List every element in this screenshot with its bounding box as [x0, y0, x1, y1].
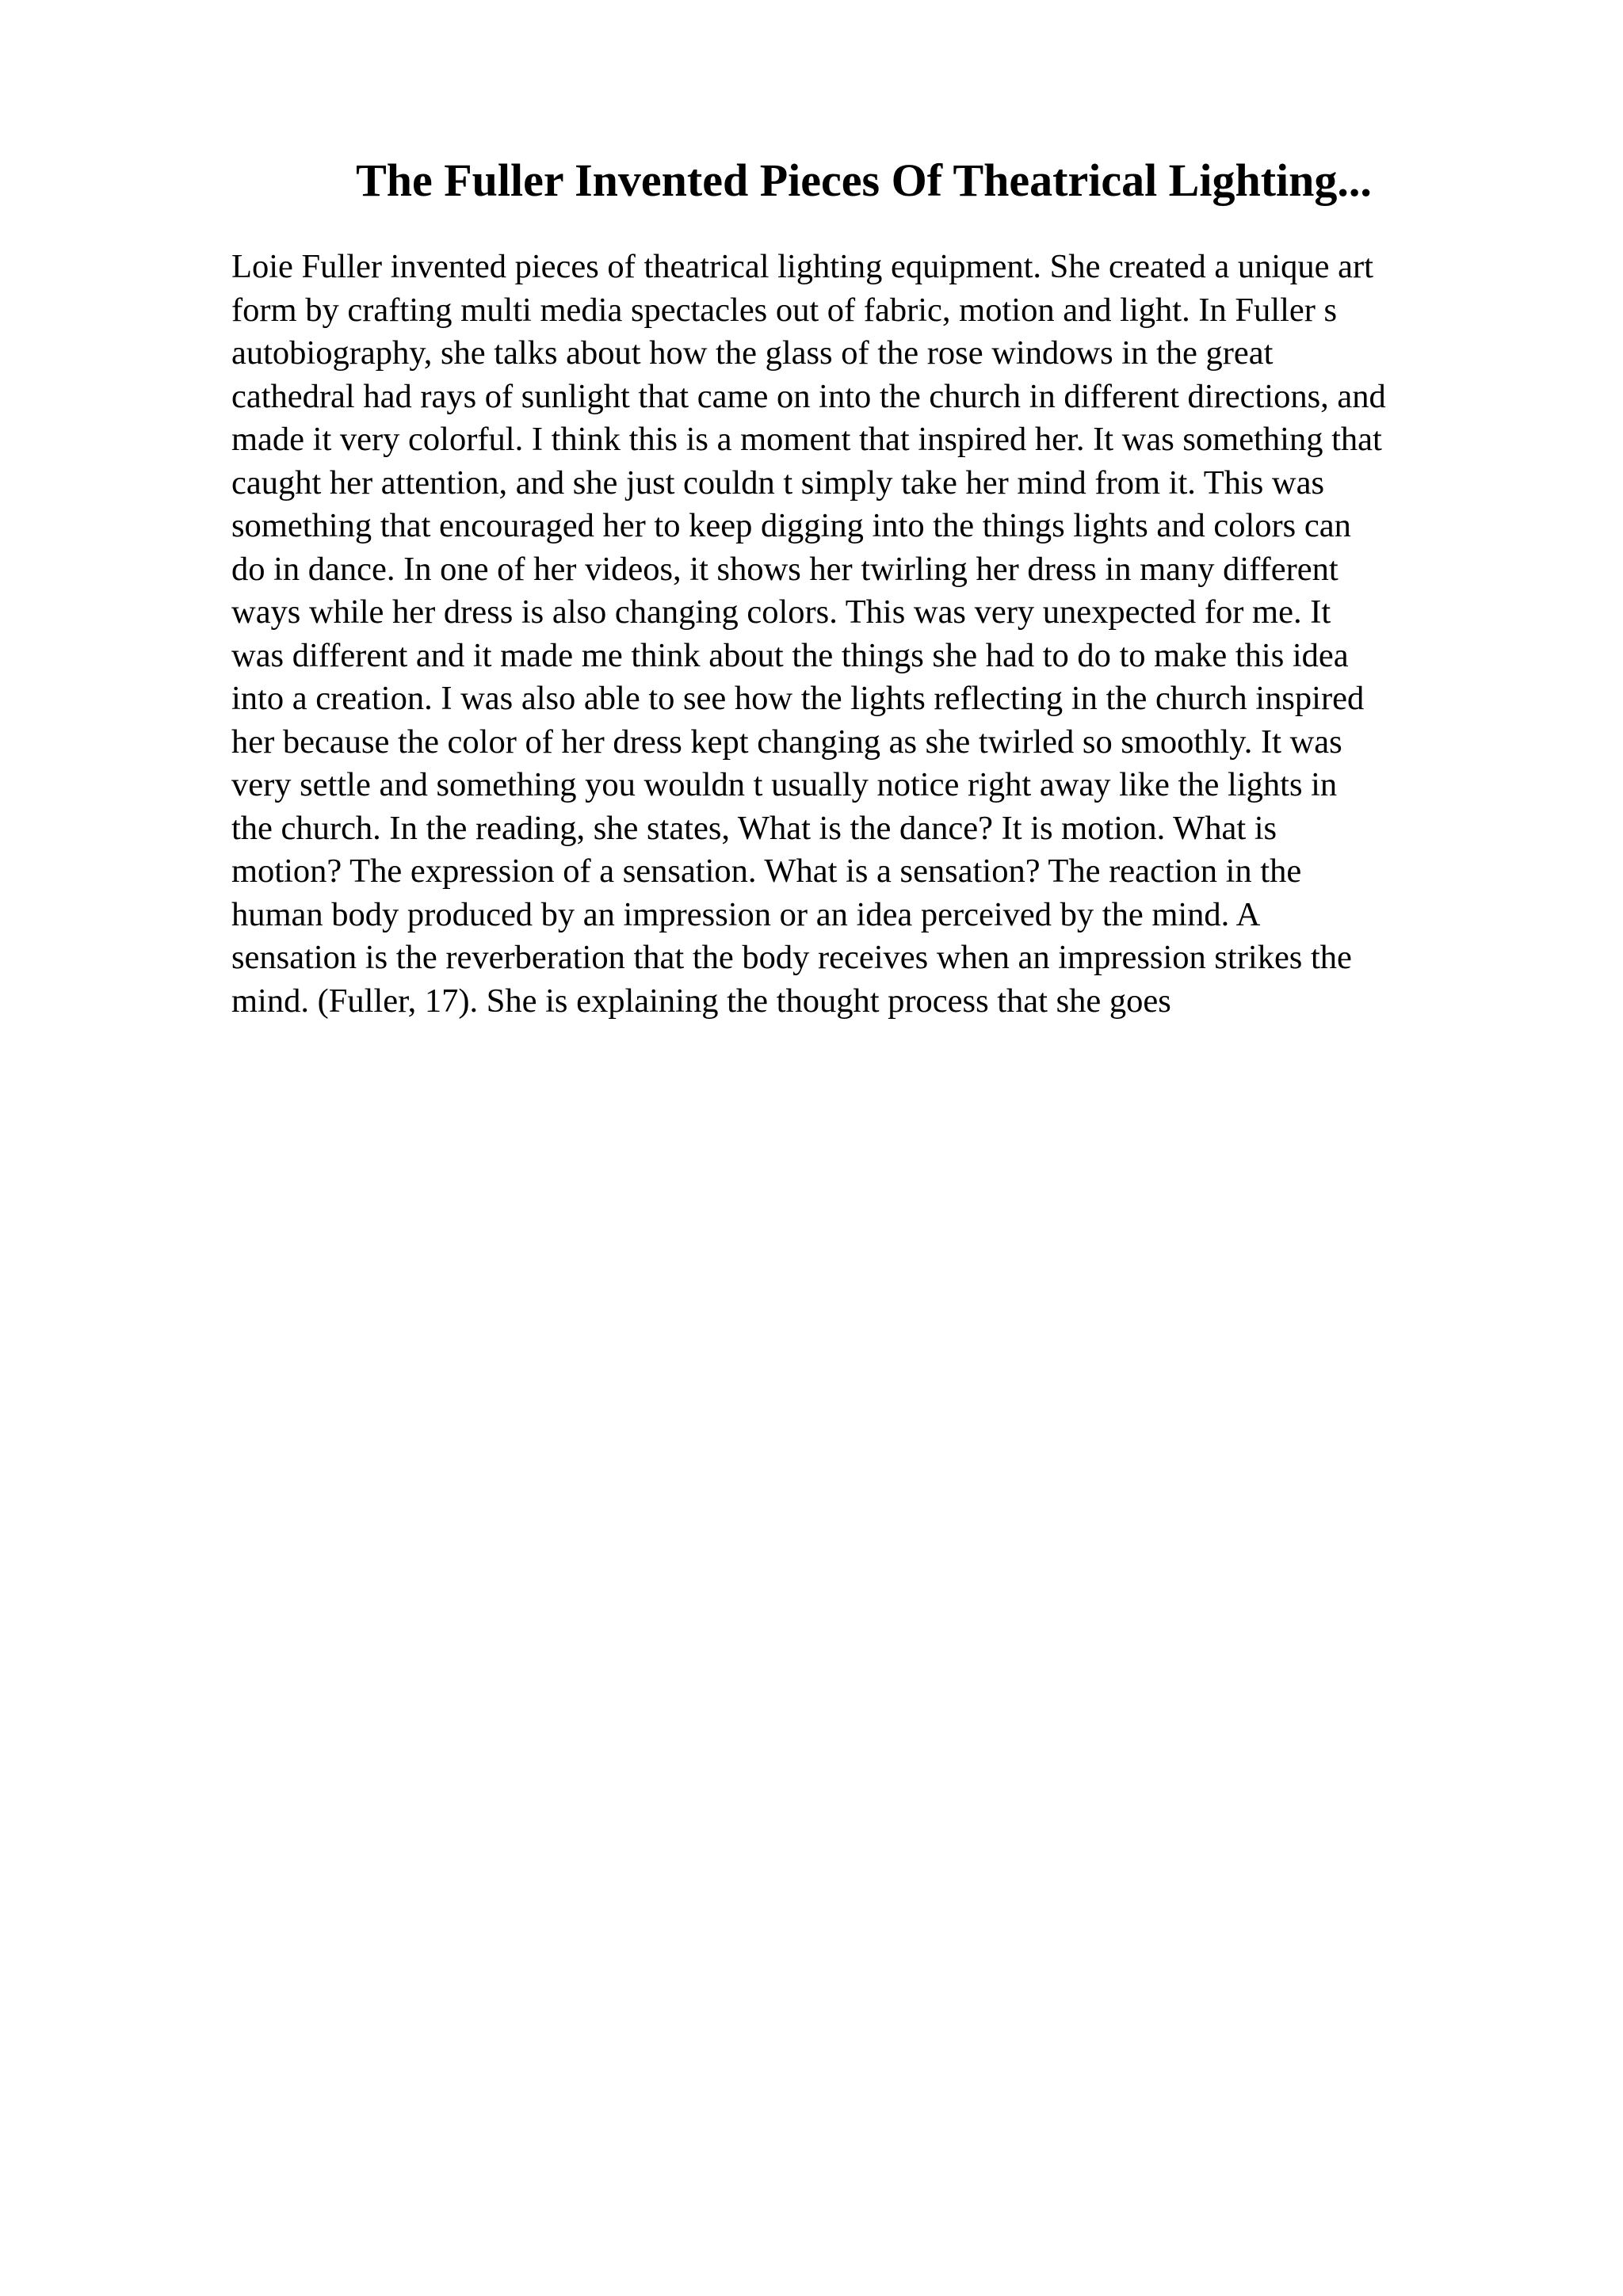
- body-line: motion? The expression of a sensation. What is a sensation? The reaction in the: [231, 852, 1302, 890]
- body-line: sensation is the reverberation that the body receives when an impression strikes the: [231, 939, 1352, 976]
- body-line: something that encouraged her to keep digging into the things lights and colors can: [231, 507, 1351, 544]
- body-line: was different and it made me think about the things she had to do to make this idea: [231, 636, 1349, 674]
- body-line: do in dance. In one of her videos, it shows her twirling her dress in many different: [231, 550, 1338, 588]
- document-title: The Fuller Invented Pieces Of Theatrical Lighting...: [356, 154, 1372, 206]
- body-line: autobiography, she talks about how the glass of the rose windows in the great: [231, 334, 1274, 372]
- body-line: into a creation. I was also able to see how the lights reflecting in the church inspired: [231, 680, 1365, 717]
- body-line: cathedral had rays of sunlight that came on into the church in different directions, and: [231, 377, 1386, 415]
- body-line: mind. (Fuller, 17). She is explaining the thought process that she goes: [231, 982, 1171, 1020]
- document-body: [231, 246, 1531, 1023]
- body-line: human body produced by an impression or an idea perceived by the mind. A: [231, 895, 1261, 933]
- body-line: her because the color of her dress kept changing as she twirled so smoothly. It was: [231, 723, 1342, 761]
- body-line: very settle and something you wouldn t usually notice right away like the lights in: [231, 766, 1338, 803]
- body-line: made it very colorful. I think this is a moment that inspired her. It was something that: [231, 421, 1382, 458]
- body-line: the church. In the reading, she states, What is the dance? It is motion. What is: [231, 809, 1277, 847]
- body-line: form by crafting multi media spectacles out of fabric, motion and light. In Fuller s: [231, 291, 1338, 329]
- body-line: ways while her dress is also changing colors. This was very unexpected for me. It: [231, 593, 1331, 631]
- body-line: caught her attention, and she just couldn t simply take her mind from it. This was: [231, 463, 1325, 502]
- body-line: Loie Fuller invented pieces of theatrical lighting equipment. She created a unique art: [231, 248, 1373, 285]
